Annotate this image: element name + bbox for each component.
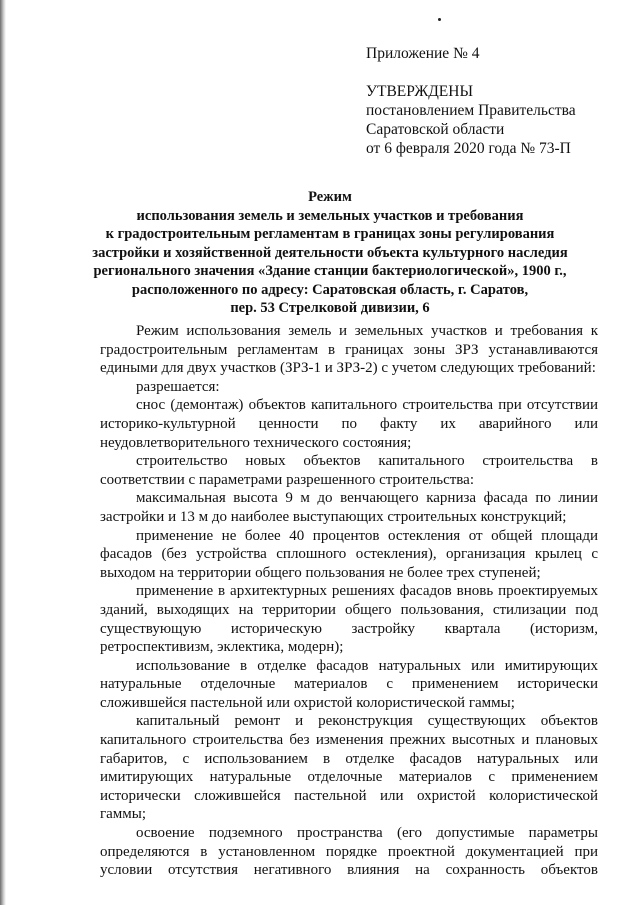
title-line: к градостроительным регламентам в границах зоны регулирования (105, 226, 555, 242)
title-line: пер. 53 Стрелковой дивизии, 6 (230, 300, 430, 316)
decree-line: постановлением Правительства (366, 102, 576, 119)
title-line: расположенного по адресу: Саратовская область, г. Саратов, (131, 281, 529, 298)
document-title (60, 188, 600, 318)
body-paragraph: применение в архитектурных решениях фасадов вновь проектируемых зданий, выходящих на территории общего пользования, стилизации под существующую историческую застройку квартала (историзм, ретроспективизм, эклектика, модерн); (100, 583, 598, 656)
title-line: регионального значения «Здание станции бактериологической», 1900 г., (93, 263, 567, 279)
body-paragraph: освоение подземного пространства (его допустимые параметры определяются в установленном порядке проектной документацией при условии отсутствия негативного влияния на сохранность объектов (100, 825, 598, 879)
decree-line: от 6 февраля 2020 года № 73-П (366, 140, 571, 157)
approval-block (366, 44, 626, 158)
appendix-number: Приложение № 4 (366, 45, 480, 62)
body-paragraph: Режим использования земель и земельных участков и требования к градостроительным регламентам в границах зоны ЗРЗ устанавливаются едиными для двух участков (ЗРЗ-1 и ЗРЗ-2) с учетом следующих требований: (100, 323, 598, 377)
scan-edge-shadow (0, 0, 6, 905)
body-paragraph: капитальный ремонт и реконструкция существующих объектов капитального строительства без изменения прежних высотных и плановых габаритов, с использованием в отделке фасадов натуральных или имитирующих натуральные отделочные материалов с применением исторически сложившейся пастельной или охристой колористической гаммы; (100, 713, 598, 823)
body-paragraph: максимальная высота 9 м до венчающего карниза фасада по линии застройки и 13 м до наиболее выступающих строительных конструкций; (100, 490, 598, 525)
document-body (100, 322, 598, 880)
title-line: Режим (308, 189, 352, 205)
title-line: застройки и хозяйственной деятельности объекта культурного наследия (92, 244, 568, 261)
body-paragraph: использование в отделке фасадов натуральных или имитирующих натуральные отделочные материалов с применением исторически сложившейся пастельной или охристой колористической гаммы; (100, 657, 598, 711)
title-line: использования земель и земельных участков и требования (136, 207, 524, 224)
decree-line: Саратовской области (366, 121, 505, 138)
scan-speck (438, 18, 441, 21)
body-paragraph: применение не более 40 процентов остекления от общей площади фасадов (без устройства сплошного остекления), организация крылец с выходом на территории общего пользования не более трех ступеней; (100, 527, 598, 581)
approved-heading: УТВЕРЖДЕНЫ (366, 83, 473, 100)
body-paragraph: разрешается: (136, 378, 220, 395)
body-paragraph: строительство новых объектов капитального строительства в соответствии с параметрами разрешенного строительства: (100, 453, 598, 488)
body-paragraph: снос (демонтаж) объектов капитального строительства при отсутствии историко-культурной ценности по факту их аварийного или неудовлетворительного технического состояния; (100, 397, 598, 451)
